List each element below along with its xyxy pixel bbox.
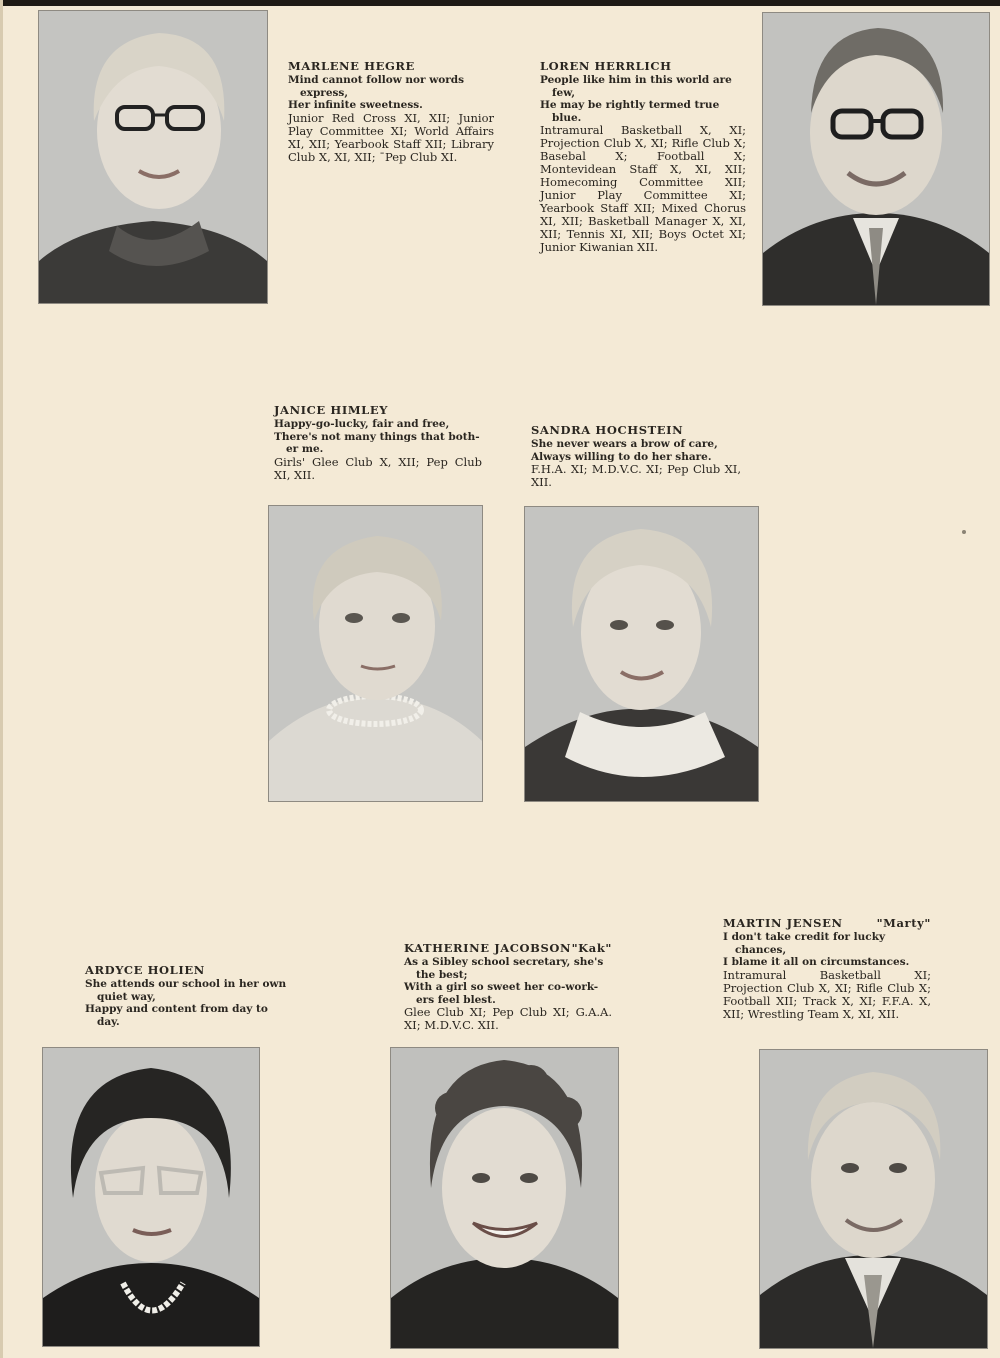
student-quote <box>723 931 931 969</box>
student-activities: Junior Red Cross XI, XII; Junior Play Committee XI; World Affairs XI, XII; Yearbook Staff XII; Library Club X, XI, XII; ¯Pep Club XI. <box>288 110 494 164</box>
student-quote <box>540 74 746 124</box>
portrait-girl-curly-icon <box>391 1048 618 1348</box>
student-name-text: KATHERINE JACOBSON <box>404 941 572 955</box>
quote-line: As a Sibley school secretary, she's <box>404 956 604 968</box>
quote-line: few, <box>552 86 576 99</box>
page-edge <box>0 0 1000 6</box>
page-edge-left <box>0 0 3 1358</box>
portrait-boy-suit-icon <box>760 1050 987 1348</box>
quote-line: He may be rightly termed true <box>540 99 720 111</box>
student-katherine-jacobson <box>404 942 612 1032</box>
student-quote <box>85 978 293 1028</box>
student-activities: Glee Club XI; Pep Club XI; G.A.A. XI; M.D.V.C. XII. <box>404 1005 612 1032</box>
student-nickname: "Marty" <box>876 916 931 930</box>
portrait-ardyce-holien <box>42 1047 260 1347</box>
student-quote <box>274 418 482 456</box>
quote-line: Mind cannot follow nor words <box>288 74 465 86</box>
portrait-girl-pearls-icon <box>269 506 482 801</box>
quote-line: express, <box>300 86 348 99</box>
quote-line: Happy and content from day to <box>85 1003 268 1015</box>
student-name <box>404 942 612 955</box>
portrait-janice-himley <box>268 505 483 802</box>
quote-line: I blame it all on circumstances. <box>723 956 910 968</box>
quote-line: blue. <box>552 111 582 124</box>
student-sandra-hochstein <box>531 424 741 489</box>
quote-line: Always willing to do her share. <box>531 450 712 463</box>
quote-line: er me. <box>286 443 324 455</box>
student-activities: Girls' Glee Club X, XII; Pep Club XI, XII. <box>274 454 482 482</box>
quote-line: She never wears a brow of care, <box>531 438 718 450</box>
quote-line: She attends our school in her own <box>85 978 287 990</box>
quote-line: I don't take credit for lucky <box>723 931 886 943</box>
student-quote <box>404 956 612 1006</box>
quote-line: With a girl so sweet her co-work- <box>404 981 599 993</box>
student-nickname: "Kak" <box>571 941 612 955</box>
portrait-katherine-jacobson <box>390 1047 619 1349</box>
student-martin-jensen <box>723 917 931 1021</box>
student-name: SANDRA HOCHSTEIN <box>531 423 684 437</box>
quote-line: the best; <box>416 968 468 981</box>
student-ardyce-holien <box>85 964 293 1028</box>
student-activities: Intramural Basketball X, XI; Projection Club X, XI; Rifle Club X; Basebal X; Football X; Montevidean Staff X, XI, XII; Homecoming Committee XII; Junior Play Committee XI; Yearbook Staff XII; Mixed Chorus XI, XII; Basketball Manager X, XI, XII; Tennis XI, XII; Boys Octet XI; Junior Kiwanian XII. <box>540 123 746 254</box>
student-name <box>723 917 931 930</box>
quote-line: day. <box>97 1015 120 1028</box>
student-activities: Intramural Basketball XI; Projection Club X, XI; Rifle Club X; Football XII; Track X, XI; F.F.A. X, XII; Wrestling Team X, XI, XII. <box>723 967 931 1021</box>
portrait-marlene-hegre <box>38 10 268 304</box>
portrait-loren-herrlich <box>762 12 990 306</box>
portrait-sandra-hochstein <box>524 506 759 802</box>
portrait-girl-glasses-icon <box>39 11 267 303</box>
student-janice-himley <box>274 404 482 482</box>
portrait-martin-jensen <box>759 1049 988 1349</box>
quote-line: quiet way, <box>97 990 156 1003</box>
student-name: MARLENE HEGRE <box>288 59 415 73</box>
portrait-boy-glasses-icon <box>763 13 989 305</box>
student-name-text: MARTIN JENSEN <box>723 916 843 930</box>
quote-line: ers feel blest. <box>416 993 496 1006</box>
portrait-girl-lace-collar-icon <box>525 507 758 801</box>
student-quote <box>531 438 741 463</box>
student-name: ARDYCE HOLIEN <box>85 963 205 977</box>
paper-speck <box>962 530 966 534</box>
student-marlene-hegre <box>288 60 494 164</box>
student-quote <box>288 74 494 112</box>
quote-line: chances, <box>735 943 787 956</box>
quote-line: Happy-go-lucky, fair and free, <box>274 418 450 430</box>
portrait-girl-glasses-pearls-icon <box>43 1048 259 1346</box>
quote-line: People like him in this world are <box>540 74 732 86</box>
student-name: LOREN HERRLICH <box>540 59 672 73</box>
student-activities: F.H.A. XI; M.D.V.C. XI; Pep Club XI, XII. <box>531 462 741 489</box>
student-loren-herrlich <box>540 60 746 254</box>
student-name: JANICE HIMLEY <box>274 403 389 417</box>
quote-line: Her infinite sweetness. <box>288 99 423 111</box>
quote-line: There's not many things that both- <box>274 430 480 443</box>
